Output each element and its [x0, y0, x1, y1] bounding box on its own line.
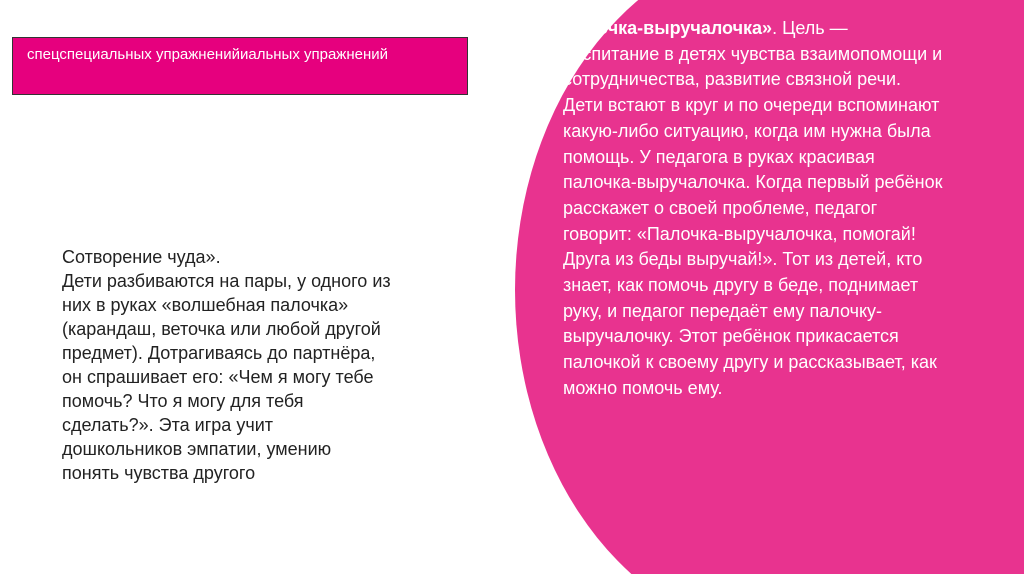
title-box	[12, 37, 468, 95]
right-heading: Палочка-выручалочка»	[563, 18, 773, 38]
right-body: . Цель — воспитание в детях чувства взаимопомощи и сотрудничества, развитие связной речи. Дети встают в круг и по очереди вспоминают какую-либо ситуацию, когда им нужна была помощь. У педагога в руках красивая палочка-выручалочка. Когда первый ребёнок расскажет о своей проблеме, педагог говорит: «Палочка-выручалочка, помогай! Друга из беды выручай!». Тот из детей, кто знает, как помочь другу в беде, поднимает руку, и педагог передаёт ему палочку-выручалочку. Этот ребёнок прикасается палочкой к своему другу и рассказывает, как можно помочь ему.	[563, 18, 943, 398]
title-text: спецспециальных упражненийиальных упражнений	[27, 46, 389, 63]
left-description: Сотворение чуда». Дети разбиваются на пары, у одного из них в руках «волшебная палочка» (карандаш, веточка или любой другой предмет). Дотрагиваясь до партнёра, он спрашивает его: «Чем я могу тебе помочь? Что я могу для тебя сделать?». Эта игра учит дошкольников эмпатии, умению понять чувства другого	[62, 247, 391, 483]
bullet-icon: •	[547, 16, 554, 36]
right-description	[563, 16, 943, 402]
